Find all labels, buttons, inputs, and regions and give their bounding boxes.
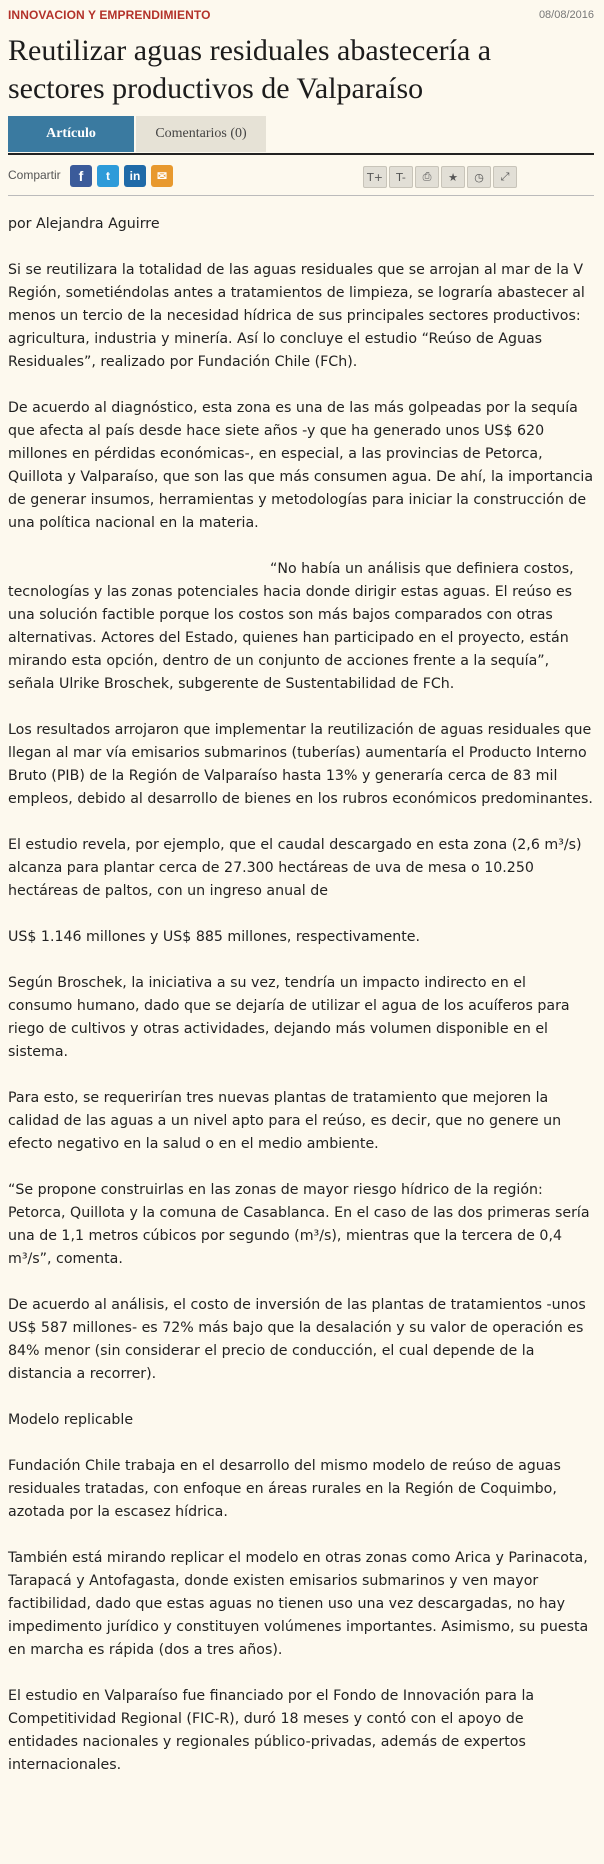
paragraph: “No había un análisis que definiera costos, tecnologías y las zonas potenciales hacia donde dirigir estas aguas. El reúso es una solución factible porque los costos son más bajos comparados con otras alternativas. Actores del Estado, quienes han participado en el proyecto, están mirando esta opción, dentro de un conjunto de acciones frente a la sequía”, señala Ulrike Broschek, subgerente de Sustentabilidad de FCh. bbox=[8, 561, 574, 692]
paragraph: También está mirando replicar el modelo en otras zonas como Arica y Parinacota, Tarapacá y Antofagasta, donde existen emisarios submarinos y ven mayor factibilidad, dado que estas aguas no tienen uso una vez descargadas, no hay impedimento jurídico y constituyen volúmenes importantes. Asimismo, su puesta en marcha es rápida (dos a tres años). bbox=[8, 1550, 589, 1658]
paragraph: Si se reutilizara la totalidad de las aguas residuales que se arrojan al mar de la V Región, sometiéndolas antes a tratamientos de limpieza, se lograría abastecer al menos un tercio de la necesidad hídrica de sus principales sectores productivos: agricultura, industria y minería. Así lo concluye el estudio “Reúso de Aguas Residuales”, realizado por Fundación Chile (FCh). bbox=[8, 262, 585, 370]
section-label[interactable]: INNOVACION Y EMPRENDIMIENTO bbox=[8, 8, 211, 22]
paragraph: Fundación Chile trabaja en el desarrollo del mismo modelo de reúso de aguas residuales tratadas, con enfoque en áreas rurales en la Región de Coquimbo, azotada por la escasez hídrica. bbox=[8, 1458, 561, 1520]
tab-bar bbox=[8, 116, 594, 155]
font-decrease-icon[interactable]: T- bbox=[389, 166, 413, 188]
paragraph: “Se propone construirlas en las zonas de mayor riesgo hídrico de la región: Petorca, Quillota y la comuna de Casablanca. En el caso de las dos primeras sería una de 1,1 metros cúbicos por segundo (m³/s), mientras que la tercera de 0,4 m³/s”, comenta. bbox=[8, 1182, 590, 1267]
expand-icon[interactable]: ⤢ bbox=[493, 166, 517, 188]
article-title: Reutilizar aguas residuales abastecería a sectores productivos de Valparaíso bbox=[8, 34, 492, 105]
paragraph: De acuerdo al diagnóstico, esta zona es una de las más golpeadas por la sequía que afecta al país desde hace siete años -y que ha generado unos US$ 620 millones en pérdidas económicas-, en especial, a las provincias de Petorca, Quillota y Valparaíso, que son las que más consumen agua. De ahí, la importancia de generar insumos, herramientas y metodologías para iniciar la construcción de una política nacional en la materia. bbox=[8, 400, 594, 531]
paragraph: Para esto, se requerirían tres nuevas plantas de tratamiento que mejoren la calidad de las aguas a un nivel apto para el reúso, es decir, que no genere un efecto negativo en la salud o en el medio ambiente. bbox=[8, 1090, 562, 1152]
top-bar bbox=[8, 0, 594, 28]
font-increase-icon[interactable]: T+ bbox=[363, 166, 387, 188]
tab-article[interactable]: Artículo bbox=[8, 116, 134, 152]
paragraph: El estudio revela, por ejemplo, que el caudal descargado en esta zona (2,6 m³/s) alcanza para plantar cerca de 27.300 hectáreas de uva de mesa o 10.250 hectáreas de paltos, con un ingreso anual de bbox=[8, 837, 582, 899]
paragraph: De acuerdo al análisis, el costo de inversión de las plantas de tratamientos -unos US$ 587 millones- es 72% más bajo que la desalación y su valor de operación es 84% menor (sin considerar el precio de conducción, el cual depende de la distancia a recorrer). bbox=[8, 1297, 586, 1382]
share-toolbar bbox=[8, 155, 594, 196]
print-icon[interactable]: ⎙ bbox=[415, 166, 439, 188]
twitter-icon[interactable]: t bbox=[97, 165, 119, 187]
paragraph: Los resultados arrojaron que implementar la reutilización de aguas residuales que llegan al mar vía emisarios submarinos (tuberías) aumentaría el Producto Interno Bruto (PIB) de la Región de Valparaíso hasta 13% y generaría cerca de 83 mil empleos, debido al desarrollo de bienes en los rubros económicos predominantes. bbox=[8, 722, 593, 807]
paragraph: Según Broschek, la iniciativa a su vez, tendría un impacto indirecto en el consumo humano, dado que se dejaría de utilizar el agua de los acuíferos para riego de cultivos y otras actividades, dejando más volumen disponible en el sistema. bbox=[8, 975, 570, 1060]
paragraph: US$ 1.146 millones y US$ 885 millones, respectivamente. bbox=[8, 929, 420, 945]
favorite-icon[interactable]: ★ bbox=[441, 166, 465, 188]
publish-date: 08/08/2016 bbox=[538, 9, 594, 21]
facebook-icon[interactable]: f bbox=[70, 165, 92, 187]
mail-icon[interactable]: ✉ bbox=[151, 165, 173, 187]
byline: por Alejandra Aguirre bbox=[8, 216, 160, 232]
paragraph: El estudio en Valparaíso fue financiado por el Fondo de Innovación para la Competitividad Regional (FIC-R), duró 18 meses y contó con el apoyo de entidades nacionales y regionales público-privadas, además de expertos internacionales. ￼ bbox=[8, 1688, 535, 1773]
article-body bbox=[8, 213, 594, 1777]
text-indent-space bbox=[8, 558, 270, 578]
linkedin-icon[interactable]: in bbox=[124, 165, 146, 187]
tab-comments[interactable]: Comentarios (0) bbox=[136, 116, 266, 152]
subheading: Modelo replicable bbox=[8, 1412, 134, 1428]
history-icon[interactable]: ◷ bbox=[467, 166, 491, 188]
share-label: Compartir bbox=[8, 168, 61, 182]
